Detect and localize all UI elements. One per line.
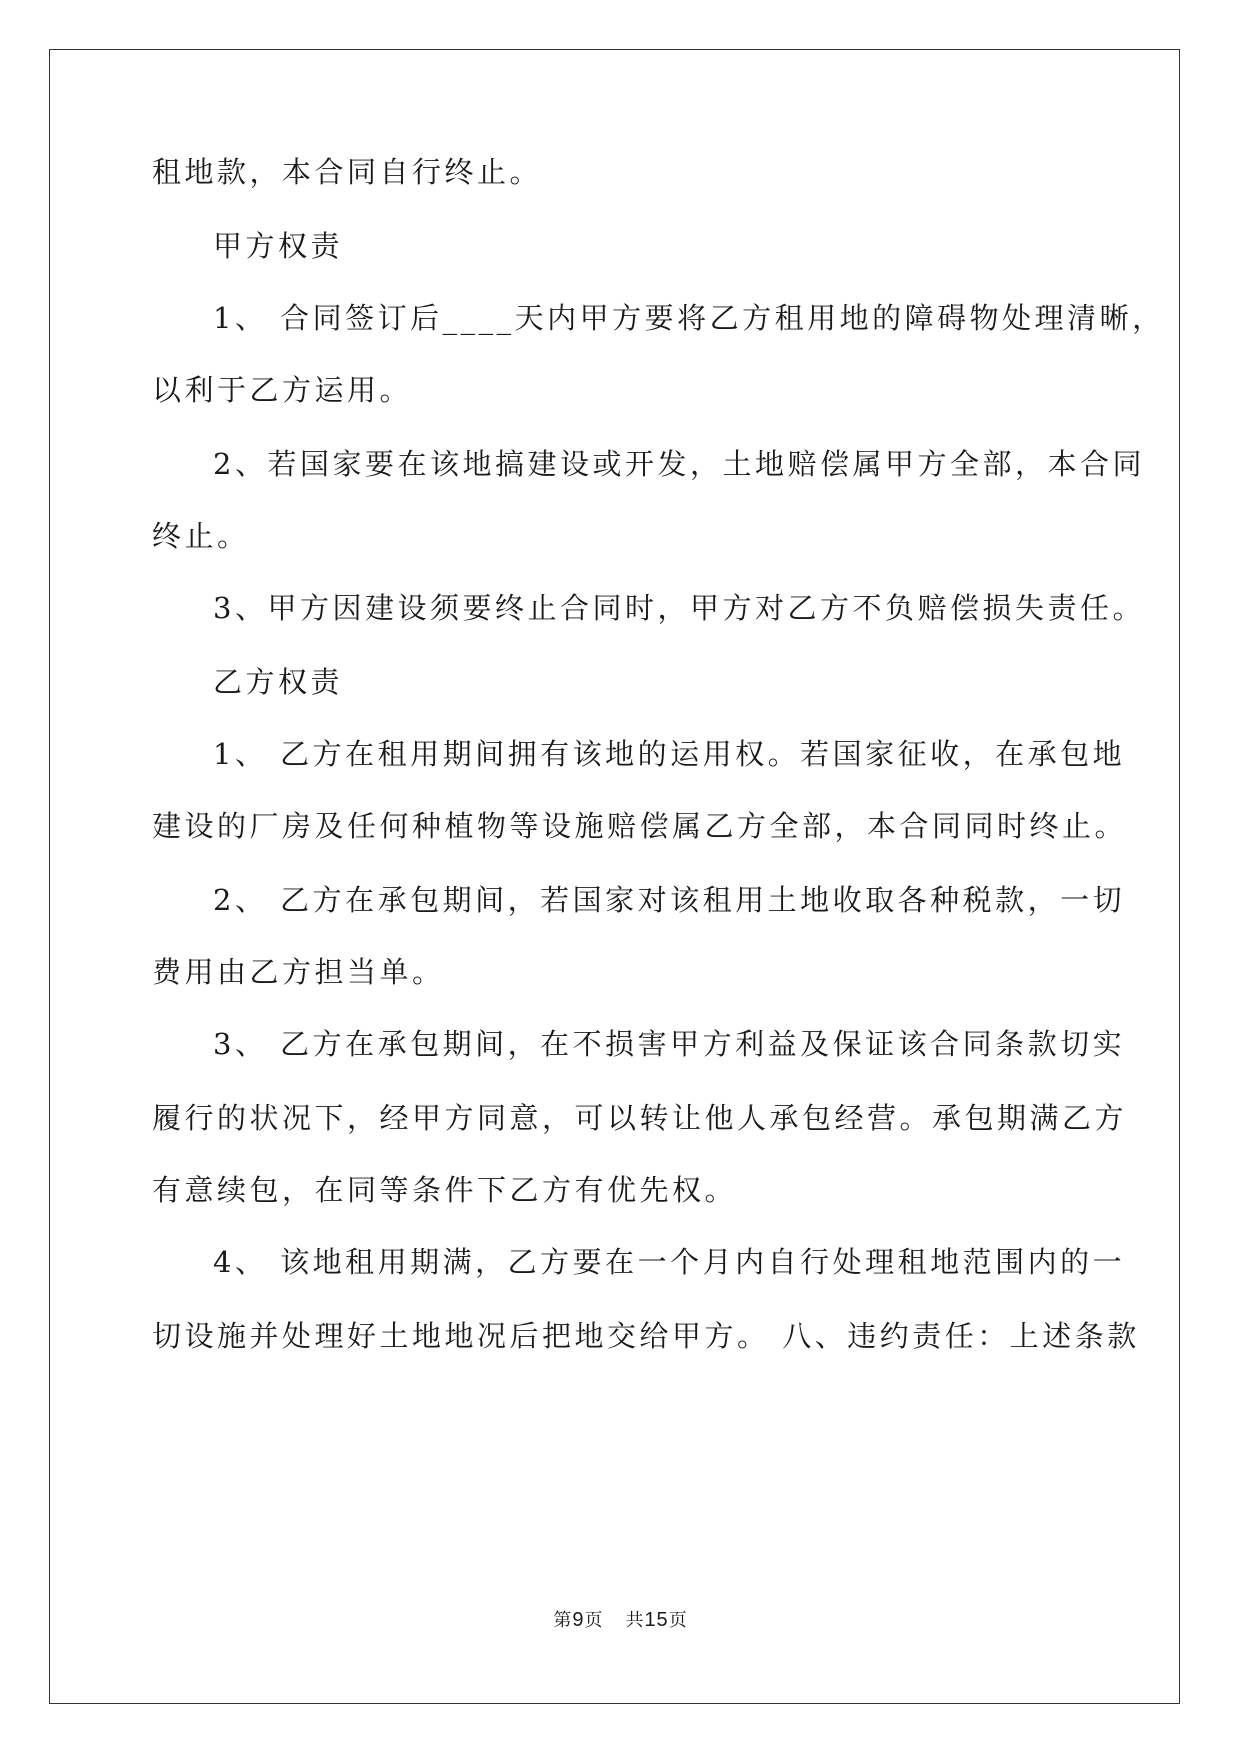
current-page-number: 9 bbox=[572, 1609, 585, 1631]
page-footer bbox=[0, 1606, 1241, 1632]
paragraph-line: 履行的状况下，经甲方同意，可以转让他人承包经营。承包期满乙方 bbox=[152, 1101, 1128, 1135]
paragraph-line: 3、甲方因建设须要终止合同时，甲方对乙方不负赔偿损失责任。 bbox=[213, 591, 1145, 625]
paragraph-line: 3、 乙方在承包期间，在不损害甲方利益及保证该合同条款切实 bbox=[213, 1027, 1126, 1061]
total-suffix: 页 bbox=[668, 1610, 688, 1631]
paragraph-line: 2、 乙方在承包期间，若国家对该租用土地收取各种税款，一切 bbox=[213, 883, 1126, 917]
page-suffix: 页 bbox=[584, 1610, 604, 1631]
paragraph-line: 1、 合同签订后____天内甲方要将乙方租用地的障碍物处理清晰， bbox=[213, 301, 1165, 335]
section-heading-party-a: 甲方权责 bbox=[213, 229, 344, 263]
paragraph-line: 2、若国家要在该地搞建设或开发，土地赔偿属甲方全部，本合同 bbox=[213, 447, 1145, 481]
paragraph-line: 费用由乙方担当单。 bbox=[152, 955, 445, 989]
page-prefix: 第 bbox=[553, 1610, 573, 1631]
paragraph-line: 终止。 bbox=[152, 519, 250, 553]
paragraph-line: 有意续包，在同等条件下乙方有优先权。 bbox=[152, 1173, 738, 1207]
paragraph-line: 租地款，本合同自行终止。 bbox=[152, 155, 543, 189]
paragraph-line: 以利于乙方运用。 bbox=[152, 373, 413, 407]
paragraph-line: 1、 乙方在租用期间拥有该地的运用权。若国家征收，在承包地 bbox=[213, 737, 1126, 771]
total-page-count: 15 bbox=[644, 1609, 669, 1631]
paragraph-line: 4、 该地租用期满，乙方要在一个月内自行处理租地范围内的一 bbox=[213, 1245, 1126, 1279]
paragraph-line: 建设的厂房及任何种植物等设施赔偿属乙方全部，本合同同时终止。 bbox=[152, 809, 1128, 843]
section-heading-party-b: 乙方权责 bbox=[213, 665, 344, 699]
total-prefix: 共 bbox=[625, 1610, 645, 1631]
paragraph-line: 切设施并处理好土地地况后把地交给甲方。 八、违约责任：上述条款 bbox=[152, 1319, 1140, 1353]
